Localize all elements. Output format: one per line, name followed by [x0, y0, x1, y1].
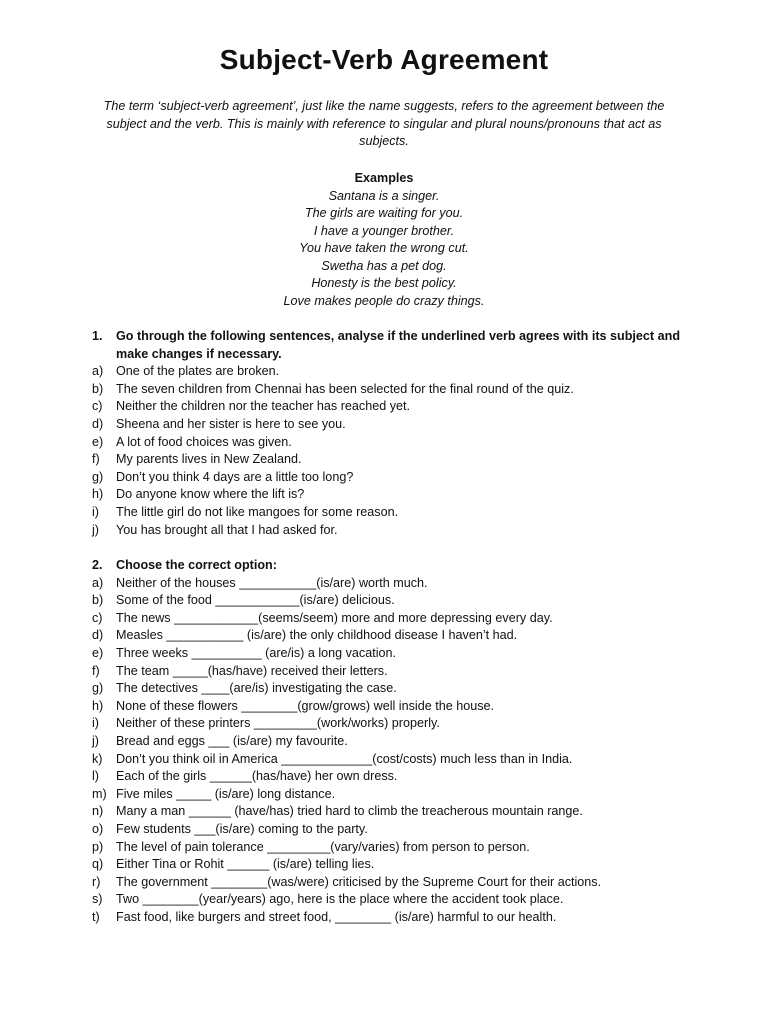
- question-text: Three weeks __________ (are/is) a long vacation.: [116, 645, 397, 660]
- example-sentence: Honesty is the best policy.: [311, 276, 457, 290]
- examples-list: [0, 188, 768, 311]
- question-marker: c): [92, 399, 103, 414]
- section-instruction: [92, 557, 692, 575]
- example-sentence: You have taken the wrong cut.: [299, 241, 469, 255]
- question-text: None of these flowers ________(grow/grows) well inside the house.: [116, 698, 495, 713]
- question-item: [92, 663, 692, 681]
- question-item: [92, 381, 692, 399]
- question-marker: g): [92, 681, 104, 696]
- question-text: The team _____(has/have) received their letters.: [116, 663, 388, 678]
- question-text: Few students ___(is/are) coming to the party.: [116, 821, 368, 836]
- question-item: [92, 839, 692, 857]
- question-text: My parents lives in New Zealand.: [116, 452, 302, 467]
- question-text: One of the plates are broken.: [116, 364, 280, 379]
- question-item: [92, 733, 692, 751]
- question-text: You has brought all that I had asked for.: [116, 522, 338, 537]
- question-marker: r): [92, 874, 101, 889]
- section-instruction-text: Choose the correct option:: [116, 558, 277, 572]
- question-text: The seven children from Chennai has been selected for the final round of the quiz.: [116, 381, 574, 396]
- question-text: Measles ___________ (is/are) the only childhood disease I haven’t had.: [116, 628, 518, 643]
- question-item: [92, 698, 692, 716]
- question-marker: i): [92, 716, 99, 731]
- question-list: [92, 363, 692, 539]
- question-item: [92, 645, 692, 663]
- question-text: Neither of the houses ___________(is/are) worth much.: [116, 575, 428, 590]
- question-marker: d): [92, 628, 104, 643]
- question-marker: l): [92, 769, 99, 784]
- question-item: [92, 416, 692, 434]
- question-item: [92, 891, 692, 909]
- question-item: [92, 715, 692, 733]
- question-item: [92, 434, 692, 452]
- question-item: [92, 874, 692, 892]
- question-marker: d): [92, 416, 104, 431]
- example-sentence: Swetha has a pet dog.: [321, 258, 447, 273]
- question-item: [92, 680, 692, 698]
- question-item: [92, 627, 692, 645]
- question-text: Each of the girls ______(has/have) her own dress.: [116, 769, 398, 784]
- question-marker: a): [92, 364, 104, 379]
- question-item: [92, 786, 692, 804]
- question-item: [92, 592, 692, 610]
- question-text: Fast food, like burgers and street food, ________ (is/are) harmful to our health.: [116, 909, 557, 924]
- question-text: Five miles _____ (is/are) long distance.: [116, 786, 336, 801]
- question-text: Either Tina or Rohit ______ (is/are) telling lies.: [116, 857, 375, 872]
- question-marker: b): [92, 381, 104, 396]
- example-sentence: I have a younger brother.: [313, 223, 455, 238]
- question-list: [92, 575, 692, 927]
- question-item: [92, 504, 692, 522]
- exercise-section-1: [92, 328, 692, 539]
- question-marker: f): [92, 452, 100, 467]
- question-marker: p): [92, 839, 104, 854]
- question-marker: q): [92, 857, 104, 872]
- question-marker: i): [92, 504, 99, 519]
- question-text: Do anyone know where the lift is?: [116, 487, 305, 502]
- question-item: [92, 575, 692, 593]
- question-text: The level of pain tolerance _________(vary/varies) from person to person.: [116, 839, 530, 854]
- question-marker: g): [92, 469, 104, 484]
- question-marker: m): [92, 786, 107, 801]
- question-marker: f): [92, 663, 100, 678]
- example-sentence: Love makes people do crazy things.: [283, 293, 485, 308]
- question-item: [92, 363, 692, 381]
- question-item: [92, 768, 692, 786]
- question-marker: h): [92, 487, 104, 502]
- question-item: [92, 610, 692, 628]
- question-marker: c): [92, 610, 103, 625]
- example-sentence: Santana is a singer.: [328, 188, 440, 203]
- question-text: The detectives ____(are/is) investigating the case.: [116, 681, 397, 696]
- question-marker: j): [92, 522, 99, 537]
- question-text: Neither the children nor the teacher has reached yet.: [116, 399, 411, 414]
- question-item: [92, 398, 692, 416]
- question-marker: n): [92, 804, 104, 819]
- question-text: Bread and eggs ___ (is/are) my favourite.: [116, 733, 348, 748]
- question-item: [92, 469, 692, 487]
- question-marker: o): [92, 821, 104, 836]
- question-text: The news ____________(seems/seem) more and more depressing every day.: [116, 610, 553, 625]
- page-title: Subject-Verb Agreement: [219, 44, 549, 75]
- question-text: Sheena and her sister is here to see you.: [116, 416, 346, 431]
- section-instruction: [92, 328, 692, 363]
- question-text: Many a man ______ (have/has) tried hard to climb the treacherous mountain range.: [116, 804, 583, 819]
- question-text: The government ________(was/were) criticised by the Supreme Court for their actions.: [116, 874, 602, 889]
- intro-paragraph: The term ‘subject-verb agreement’, just like the name suggests, refers to the agreement between the subject and the verb. This is mainly with reference to singular and plural nouns/pronouns that act as subjects.: [103, 99, 665, 149]
- question-text: Neither of these printers _________(work/works) properly.: [116, 716, 440, 731]
- section-number: 2.: [92, 558, 103, 572]
- question-marker: e): [92, 645, 104, 660]
- question-item: [92, 821, 692, 839]
- exercise-section-2: [92, 557, 692, 926]
- question-text: The little girl do not like mangoes for some reason.: [116, 504, 399, 519]
- question-text: Don’t you think 4 days are a little too long?: [116, 469, 354, 484]
- question-marker: e): [92, 434, 104, 449]
- question-marker: j): [92, 733, 99, 748]
- section-instruction-text: Go through the following sentences, analyse if the underlined verb agrees with its subject and make changes if necessary.: [116, 329, 681, 361]
- question-marker: k): [92, 751, 103, 766]
- question-marker: b): [92, 593, 104, 608]
- question-marker: h): [92, 698, 104, 713]
- question-marker: t): [92, 909, 100, 924]
- question-item: [92, 451, 692, 469]
- question-text: Two ________(year/years) ago, here is the place where the accident took place.: [116, 892, 564, 907]
- question-marker: s): [92, 892, 103, 907]
- question-text: Don’t you think oil in America _____________(cost/costs) much less than in India.: [116, 751, 573, 766]
- question-item: [92, 803, 692, 821]
- question-item: [92, 751, 692, 769]
- question-text: Some of the food ____________(is/are) delicious.: [116, 593, 395, 608]
- example-sentence: The girls are waiting for you.: [304, 206, 464, 220]
- question-item: [92, 522, 692, 540]
- question-item: [92, 856, 692, 874]
- question-marker: a): [92, 575, 104, 590]
- examples-heading: Examples: [354, 171, 414, 185]
- section-number: 1.: [92, 329, 103, 343]
- question-item: [92, 909, 692, 927]
- question-item: [92, 486, 692, 504]
- question-text: A lot of food choices was given.: [116, 434, 292, 449]
